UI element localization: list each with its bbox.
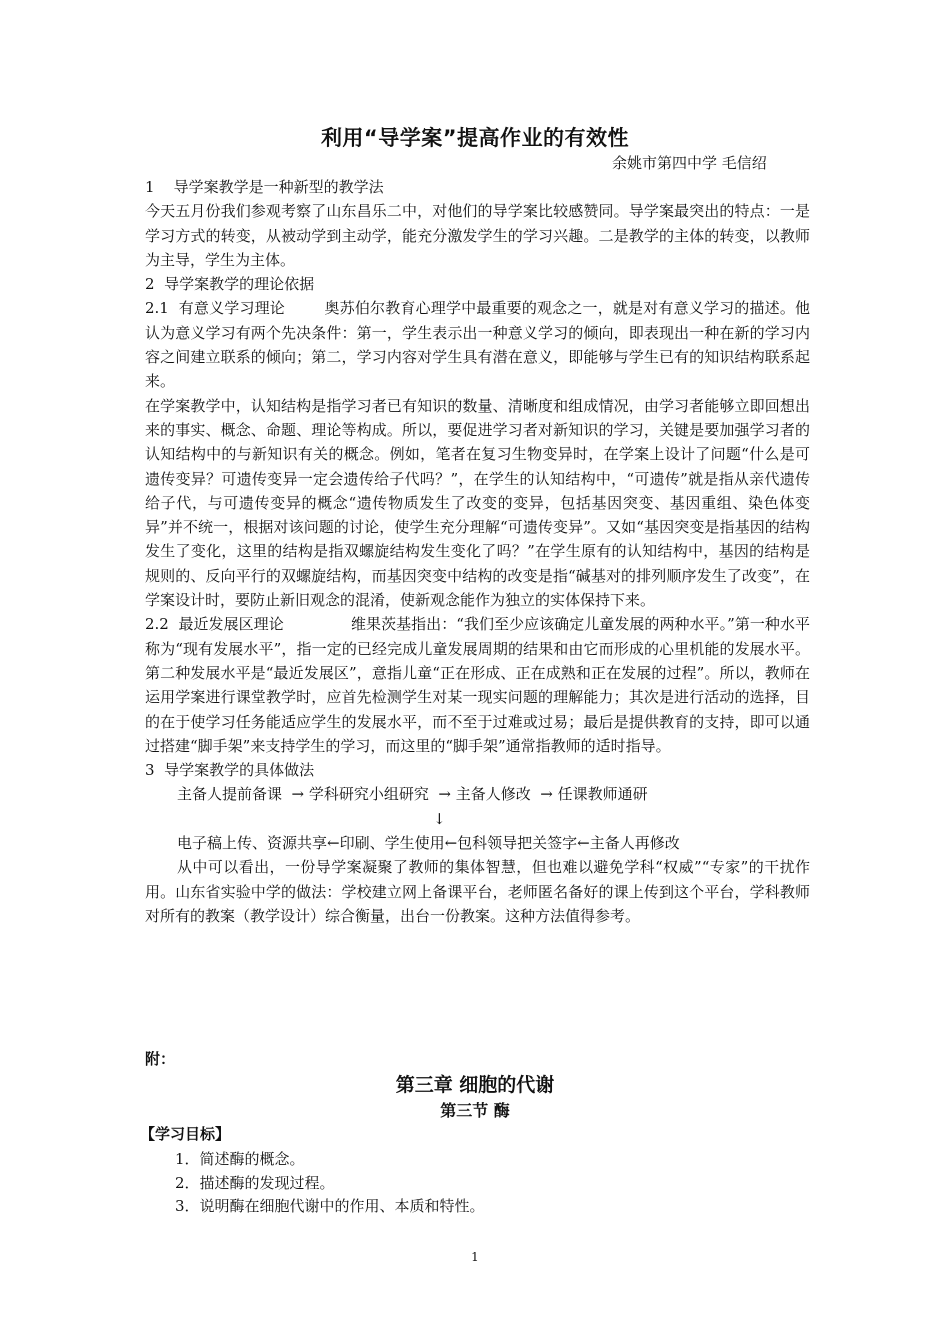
section-3-paragraph: 从中可以看出，一份导学案凝聚了教师的集体智慧，但也难以避免学科“权威”“专家”的干扰作用。山东省实验中学的做法：学校建立网上备课平台，老师匿名备好的课上传到这个平台，学科教师对所有的教案（教学设计）综合衡量，出台一份教案。这种方法值得参考。 [145,858,810,925]
section-1-paragraph: 今天五月份我们参观考察了山东昌乐二中，对他们的导学案比较感赞同。导学案最突出的特点：一是学习方式的转变，从被动学到主动学，能充分激发学生的学习兴趣。二是教学的主体的转变，以教师为主导，学生为主体。 [145,202,810,269]
page-number: 1 [471,1250,479,1264]
list-item: 2．描述酶的发现过程。 [175,1173,335,1192]
section-2-1-paragraph: 2.1 有意义学习理论 奥苏伯尔教育心理学中最重要的观念之一，就是对有意义学习的描述。他认为意义学习有两个先决条件：第一，学生表示出一种意义学习的倾向，即表现出一种在新的学习内容之间建立联系的倾向；第二，学习内容对学生具有潜在意义，即能够与学生已有的知识结构联系起来。 [145,299,810,391]
section-3-heading: 3 导学案教学的具体做法 [145,761,315,780]
learning-goals-heading: 【学习目标】 [140,1125,231,1143]
author-line: 余姚市第四中学 毛信绍 [612,154,767,172]
workflow-line-1: 主备人提前备课 → 学科研究小组研究 → 主备人修改 → 任课教师通研 [177,785,648,804]
section-title: 第三节 酶 [440,1101,510,1120]
document-title: 利用“导学案”提高作业的有效性 [320,126,630,150]
section-2-1-paragraph-2: 在学案教学中，认知结构是指学习者已有知识的数量、清晰度和组成情况，由学习者能够立即回想出来的事实、概念、命题、理论等构成。所以，要促进学习者对新知识的学习，关键是要加强学习者的认知结构中的与新知识有关的概念。例如，笔者在复习生物变异时，在学案上设计了问题“什么是可遗传变异？可遗传变异一定会遗传给子代吗？”，在学生的认知结构中，“可遗传”就是指从亲代遗传给子代，与可遗传变异的概念“遗传物质发生了改变的变异，包括基因突变、基因重组、染色体变异”并不统一，根据对该问题的讨论，使学生充分理解“可遗传变异”。又如“基因突变是指基因的结构发生了变化，这里的结构是指双螺旋结构发生变化了吗？”在学生原有的认知结构中，基因的结构是规则的、反向平行的双螺旋结构，而基因突变中结构的改变是指“碱基对的排列顺序发生了改变”，在学案设计时，要防止新旧观念的混淆，使新观念能作为独立的实体保持下来。 [145,396,810,610]
workflow-line-2: 电子稿上传、资源共享←印刷、学生使用←包科领导把关签字←主备人再修改 [177,834,680,853]
appendix-label: 附： [145,1050,176,1068]
section-2-2-paragraph: 2.2 最近发展区理论 维果茨基指出：“我们至少应该确定儿童发展的两种水平。”第一种水平称为“现有发展水平”，指一定的已经完成儿童发展周期的结果和由它而形成的心里机能的发展水平。第二种发展水平是“最近发展区”，意指儿童“正在形成、正在成熟和正在发展的过程”。所以，教师在运用学案进行课堂教学时，应首先检测学生对某一现实问题的理解能力；其次是进行活动的选择，目的在于使学习任务能适应学生的发展水平，而不至于过难或过易；最后是提供教育的支持，即可以通过搭建“脚手架”来支持学生的学习，而这里的“脚手架”通常指教师的适时指导。 [145,615,810,755]
list-item: 1．简述酶的概念。 [175,1150,305,1168]
chapter-title: 第三章 细胞的代谢 [395,1074,555,1096]
list-item: 3．说明酶在细胞代谢中的作用、本质和特性。 [175,1197,485,1215]
workflow-down-arrow: ↓ [433,809,446,828]
article-body [145,175,810,928]
section-2-heading: 2 导学案教学的理论依据 [145,275,315,294]
learning-goals-list [175,1148,485,1219]
section-1-heading: 1 导学案教学是一种新型的教学法 [145,178,384,196]
